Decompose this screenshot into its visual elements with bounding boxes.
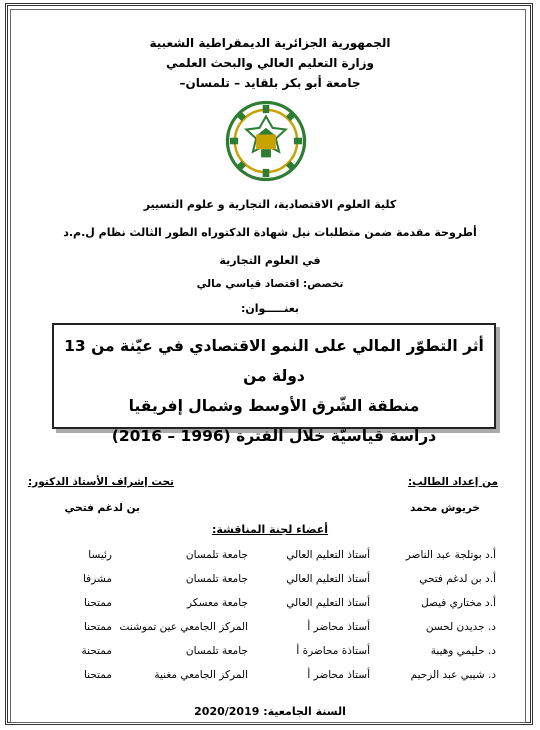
republic-line: الجمهورية الجزائرية الديمقراطية الشعبية: [149, 36, 391, 50]
title-box: [52, 323, 496, 445]
member-name: د. جديدن لحسن: [425, 621, 496, 633]
title-line-2: منطقة الشّرق الأوسط وشمال إفريقيا: [128, 397, 420, 415]
member-institution: جامعة تلمسان: [185, 645, 248, 657]
member-name: أ.د مختاري فيصل: [421, 597, 496, 609]
faculty-line: كلية العلوم الاقتصادية، التجارية و علوم التسيير: [143, 198, 397, 211]
title-line-1: أثر التطوّر المالي على النمو الاقتصادي في عيّنة من 13 دولة من: [64, 337, 484, 385]
member-rank: أستاذة محاضرة أ: [296, 645, 370, 657]
committee-row: [0, 621, 540, 641]
member-rank: أستاذ التعليم العالي: [286, 573, 370, 585]
student-label: من إعداد الطالب:: [407, 476, 498, 488]
title-label: بعنـــــوان:: [240, 302, 300, 315]
member-name: أ.د بن لدغم فتحي: [419, 573, 496, 585]
member-role: رئيسا: [88, 549, 112, 561]
ministry-line: وزارة التعليم العالي والبحث العلمي: [165, 56, 375, 70]
student-name: خريوش محمد: [410, 502, 480, 514]
academic-year-value: 2020/2019: [194, 705, 260, 718]
member-institution: جامعة تلمسان: [185, 549, 248, 561]
thesis-statement: أطروحة مقدمة ضمن متطلبات نيل شهادة الدكتوراه الطور الثالث نظام ل.م.د: [63, 226, 477, 239]
committee-row: [0, 549, 540, 569]
member-institution: المركز الجامعي عين تموشنت: [119, 621, 248, 633]
member-institution: جامعة تلمسان: [185, 573, 248, 585]
committee-row: [0, 597, 540, 617]
field-line: في العلوم التجارية: [219, 254, 321, 267]
university-line: جامعة أبو بكر بلقايد – تلمسان–: [179, 76, 361, 90]
member-rank: أستاذ محاضر أ: [307, 669, 370, 681]
committee-row: [0, 645, 540, 665]
member-role: ممتحنا: [83, 621, 112, 633]
member-name: أ.د بوتلجة عبد الناصر: [405, 549, 496, 561]
member-rank: أستاذ محاضر أ: [307, 621, 370, 633]
member-role: ممتحنة: [81, 645, 112, 657]
academic-year: [0, 705, 540, 718]
member-name: د. حليمي وهيبة: [430, 645, 496, 657]
supervisor-label: تحت إشراف الأستاذ الدكتور:: [27, 476, 174, 488]
specialty-line: تخصص: اقتصاد قياسي مالي: [196, 278, 344, 290]
member-institution: المركز الجامعي مغنية: [154, 669, 248, 681]
member-role: ممتحنا: [83, 597, 112, 609]
academic-year-label: السنة الجامعية:: [263, 705, 346, 718]
supervisor-name: بن لدغم فتحي: [64, 502, 140, 514]
member-institution: جامعة معسكر: [187, 597, 248, 609]
committee-row: [0, 669, 540, 689]
member-name: د. شيبي عبد الرحيم: [410, 669, 496, 681]
member-role: ممتحنا: [83, 669, 112, 681]
committee-row: [0, 573, 540, 593]
university-seal-icon: [225, 100, 307, 182]
member-rank: أستاذ التعليم العالي: [286, 549, 370, 561]
committee-title: أعضاء لجنة المناقشة:: [211, 523, 329, 536]
title-line-3: دراسة قياسيّة خلال الفترة (1996 – 2016): [111, 427, 437, 445]
member-role: مشرفا: [82, 573, 112, 585]
member-rank: أستاذ التعليم العالي: [286, 597, 370, 609]
